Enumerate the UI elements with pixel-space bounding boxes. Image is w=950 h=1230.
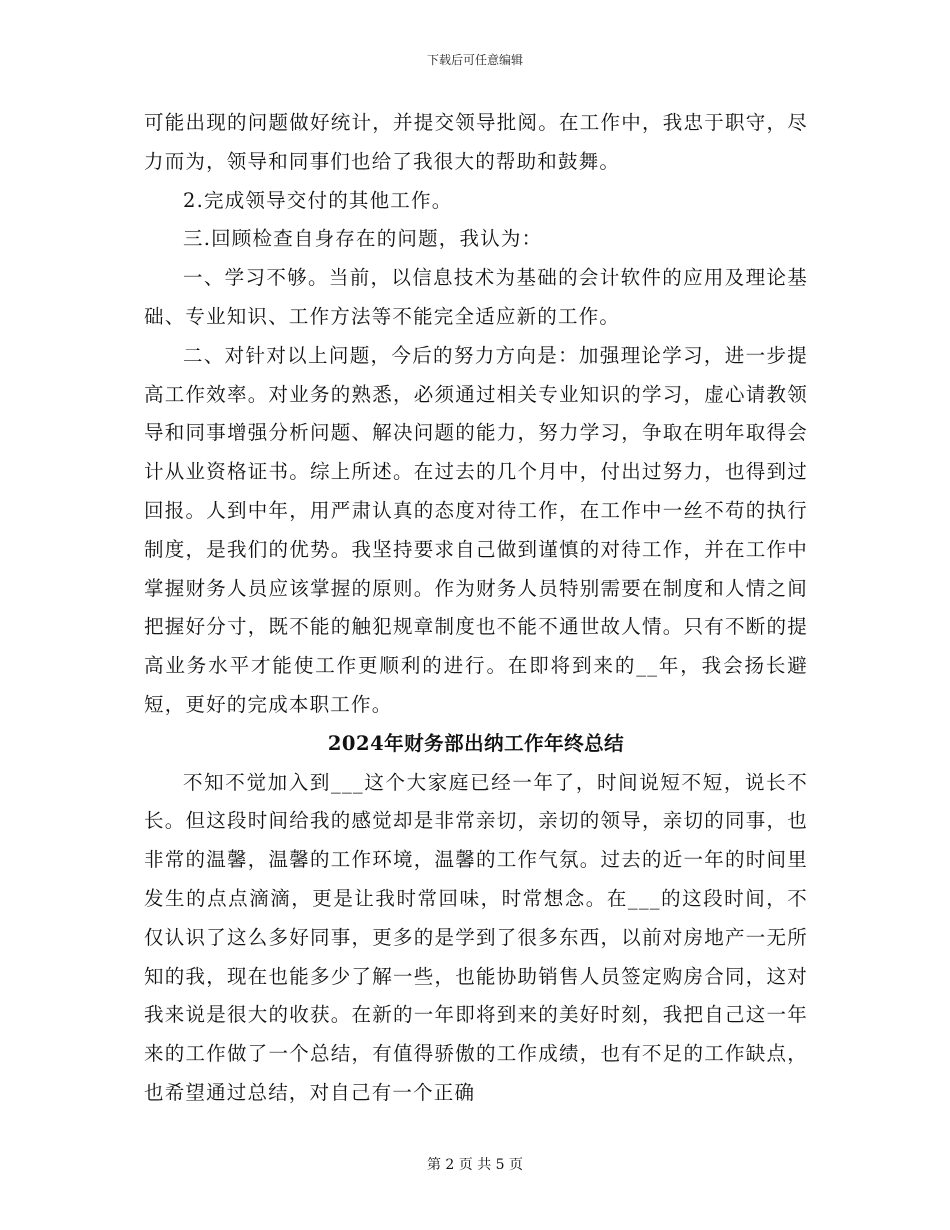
paragraph-problem-2: 二、对针对以上问题，今后的努力方向是：加强理论学习，进一步提高工作效率。对业务的熟悉，必须通过相关专业知识的学习，虚心请教领导和同事增强分析问题、解决问题的能力，努力学习，争取在明年取得会计从业资格证书。综上所述。在过去的几个月中，付出过努力，也得到过回报。人到中年，用严肃认真的态度对待工作，在工作中一丝不苟的执行制度，是我们的优势。我坚持要求自己做到谨慎的对待工作，并在工作中掌握财务人员应该掌握的原则。作为财务人员特别需要在制度和人情之间把握好分寸，既不能的触犯规章制度也不能不通世故人情。只有不断的提高业务水平才能使工作更顺利的进行。在即将到来的__年，我会扬长避短，更好的完成本职工作。 <box>144 343 808 716</box>
paragraph-summary-intro: 不知不觉加入到___这个大家庭已经一年了，时间说短不短，说长不长。但这段时间给我的感觉却是非常亲切，亲切的领导，亲切的同事，也非常的温馨，温馨的工作环境，温馨的工作气氛。过去的近一年的时间里发生的点点滴滴，更是让我时常回味，时常想念。在___的这段时间，不仅认识了这么多好同事，更多的是学到了很多东西，以前对房地产一无所知的我，现在也能多少了解一些，也能协助销售人员签定购房合同，这对我来说是很大的收获。在新的一年即将到来的美好时刻，我把自己这一年来的工作做了一个总结，有值得骄傲的工作成绩，也有不足的工作缺点，也希望通过总结，对自己有一个正确 <box>144 770 808 1104</box>
paragraph-problem-1: 一、学习不够。当前，以信息技术为基础的会计软件的应用及理论基础、专业知识、工作方法等不能完全适应新的工作。 <box>144 266 808 328</box>
page-footer: 第 2 页 共 5 页 <box>426 1157 524 1173</box>
paragraph-continuation: 可能出现的问题做好统计，并提交领导批阅。在工作中，我忠于职守，尽力而为，领导和同事们也给了我很大的帮助和鼓舞。 <box>144 111 808 173</box>
page-header: 下载后可任意编辑 <box>426 53 523 67</box>
paragraph-section-3: 三.回顾检查自身存在的问题，我认为： <box>183 227 543 251</box>
section-title: 2024年财务部出纳工作年终总结 <box>327 731 625 755</box>
paragraph-item-2: 2.完成领导交付的其他工作。 <box>183 188 453 212</box>
document-body <box>144 104 808 1113</box>
